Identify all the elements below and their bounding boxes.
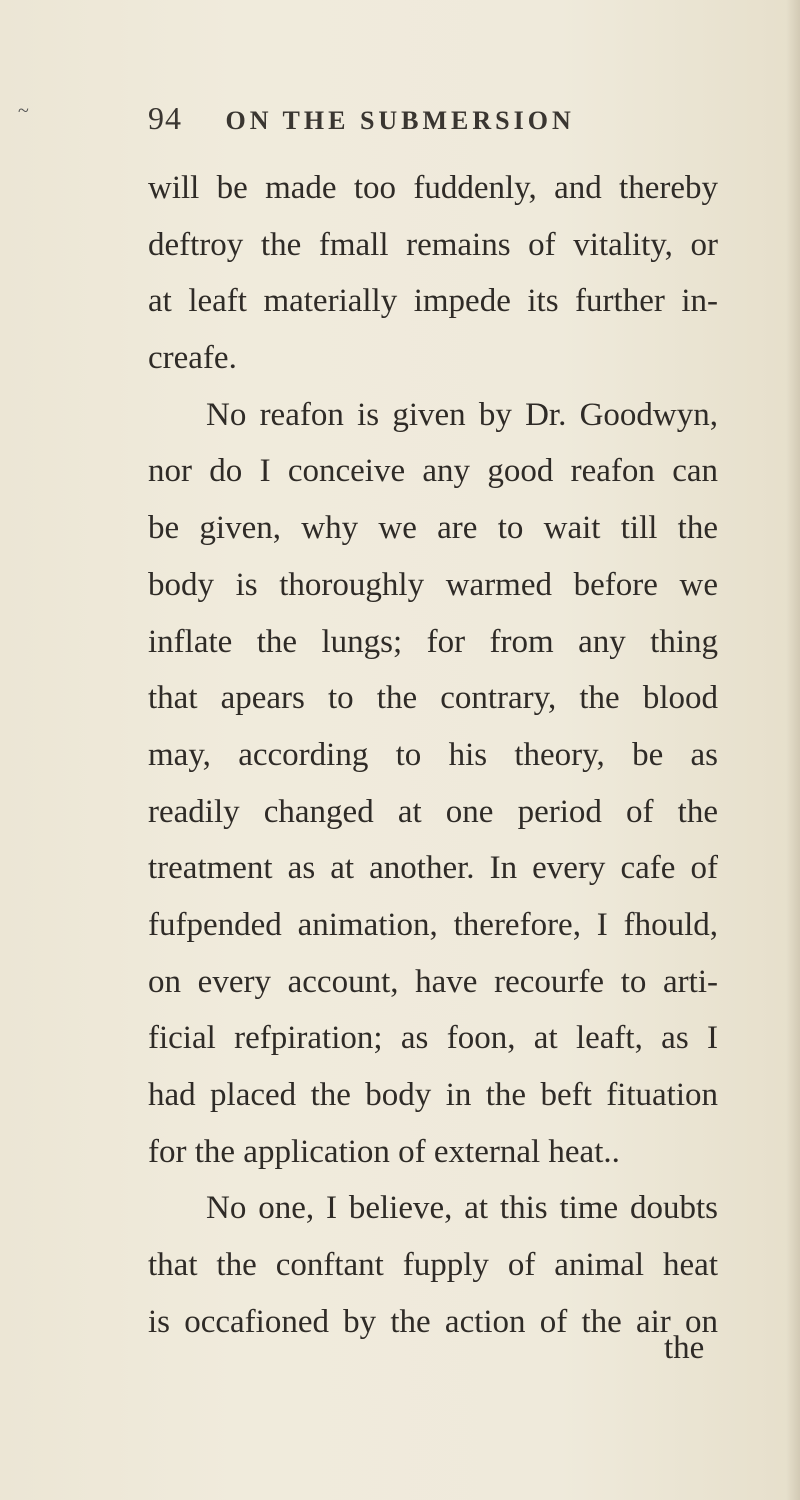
text-line: be given, why we are to wait till the xyxy=(148,510,718,547)
text-line: body is thoroughly warmed before we xyxy=(148,566,718,603)
text-line: that the conftant fupply of animal heat xyxy=(148,1247,718,1284)
body-text xyxy=(148,160,718,1350)
text-line: nor do I conceive any good reafon can xyxy=(148,453,718,490)
page-header xyxy=(148,100,575,137)
text-line: will be made too fuddenly, and thereby xyxy=(148,170,718,206)
text-line: deftroy the fmall remains of vitality, or xyxy=(148,226,718,263)
text-line: fufpended animation, therefore, I fhould, xyxy=(148,906,718,943)
catchword: the xyxy=(664,1330,705,1366)
text-line: No one, I believe, at this time doubts xyxy=(206,1190,718,1227)
text-line: treatment as at another. In every cafe of xyxy=(148,850,718,887)
text-line: inflate the lungs; for from any thing xyxy=(148,623,718,660)
page-edge-shadow xyxy=(786,0,800,1500)
margin-mark: ~ xyxy=(18,100,29,122)
text-line: for the application of external heat.. xyxy=(148,1133,620,1170)
text-line: may, according to his theory, be as xyxy=(148,736,718,773)
text-line: at leaft materially impede its further in- xyxy=(148,283,718,320)
text-line: readily changed at one period of the xyxy=(148,793,718,830)
text-line: creafe. xyxy=(148,340,237,377)
page-number: 94 xyxy=(148,100,182,136)
text-line: that apears to the contrary, the blood xyxy=(148,680,718,717)
text-line: on every account, have recourfe to arti- xyxy=(148,963,718,1000)
text-line: is occafioned by the action of the air on xyxy=(148,1303,718,1340)
text-line: ficial refpiration; as foon, at leaft, as I xyxy=(148,1020,718,1057)
text-line: No reafon is given by Dr. Goodwyn, xyxy=(206,396,718,433)
running-title: ON THE SUBMERSION xyxy=(225,106,575,135)
text-line: had placed the body in the beft fituation xyxy=(148,1077,718,1113)
